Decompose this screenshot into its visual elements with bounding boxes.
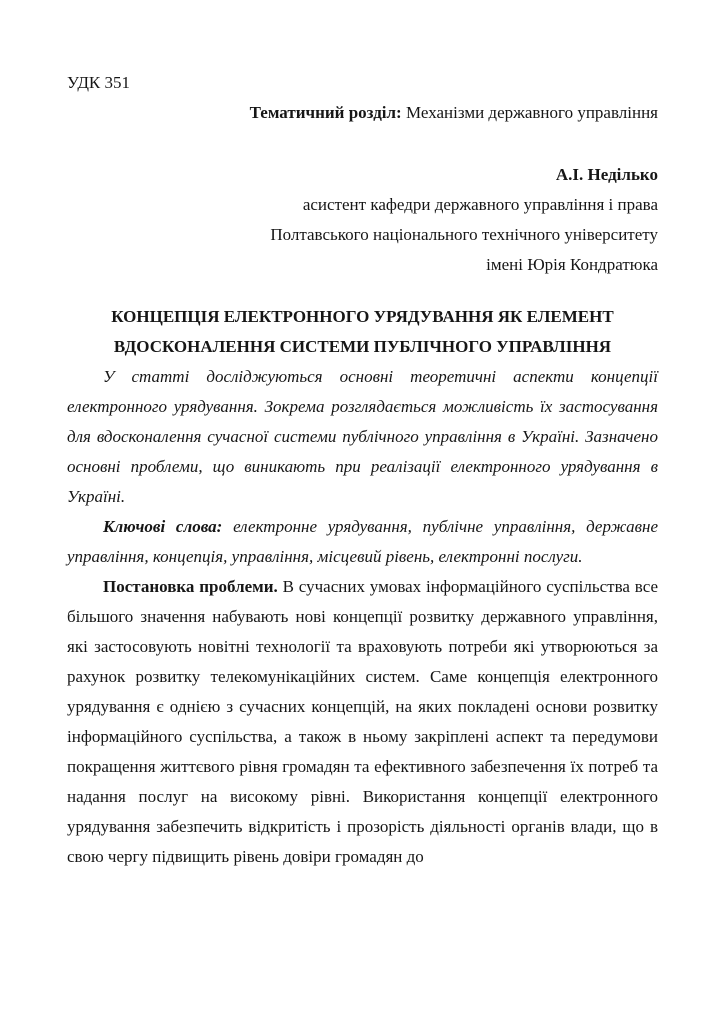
problem-statement-paragraph [67, 572, 658, 872]
thematic-section-value: Механізми державного управління [401, 103, 658, 122]
author-block [67, 160, 658, 280]
keywords-paragraph [67, 512, 658, 572]
keywords-label: Ключові слова: [103, 517, 223, 536]
thematic-section-label: Тематичний розділ: [249, 103, 402, 122]
author-affiliation-line: імені Юрія Кондратюка [486, 255, 658, 274]
keywords-text: електронне урядування, публічне управління, державне управління, концепція, управління, місцевий рівень, електронні послуги. [67, 517, 658, 566]
thematic-section-line [67, 98, 658, 128]
udc-code: УДК 351 [67, 73, 131, 92]
author-affiliation-line: асистент кафедри державного управління і права [302, 195, 658, 214]
abstract-text: У статті досліджуються основні теоретичні аспекти концепції електронного урядування. Зокрема розглядається можливість їх застосування для вдосконалення сучасної системи публічного управління в Україні. Зазначено основні проблеми, що виникають при реалізації електронного урядування в Україні. [67, 367, 658, 506]
abstract-paragraph [67, 362, 658, 512]
problem-statement-text: В сучасних умовах інформаційного суспільства все більшого значення набувають нові концепції розвитку державного управління, які застосовують новітні технології та враховують потреби які утворюються за рахунок розвитку телекомунікаційних систем. Саме концепція електронного урядування є однією з сучасних концепцій, на яких покладені основи розвитку інформаційного суспільства, а також в ньому закріплені аспект та передумови покращення життєвого рівня громадян та ефективного забезпечення їх потреб та надання послуг на високому рівні. Використання концепції електронного урядування забезпечить відкритість і прозорість діяльності органів влади, що в свою чергу підвищить рівень довіри громадян до [67, 577, 659, 866]
author-name: А.І. Неділько [555, 165, 658, 184]
author-affiliation-line: Полтавського національного технічного університету [270, 225, 658, 244]
article-title: КОНЦЕПЦІЯ ЕЛЕКТРОННОГО УРЯДУВАННЯ ЯК ЕЛЕМЕНТ ВДОСКОНАЛЕННЯ СИСТЕМИ ПУБЛІЧНОГО УПРАВЛІННЯ [111, 307, 614, 356]
problem-statement-lead: Постановка проблеми. [103, 577, 278, 596]
